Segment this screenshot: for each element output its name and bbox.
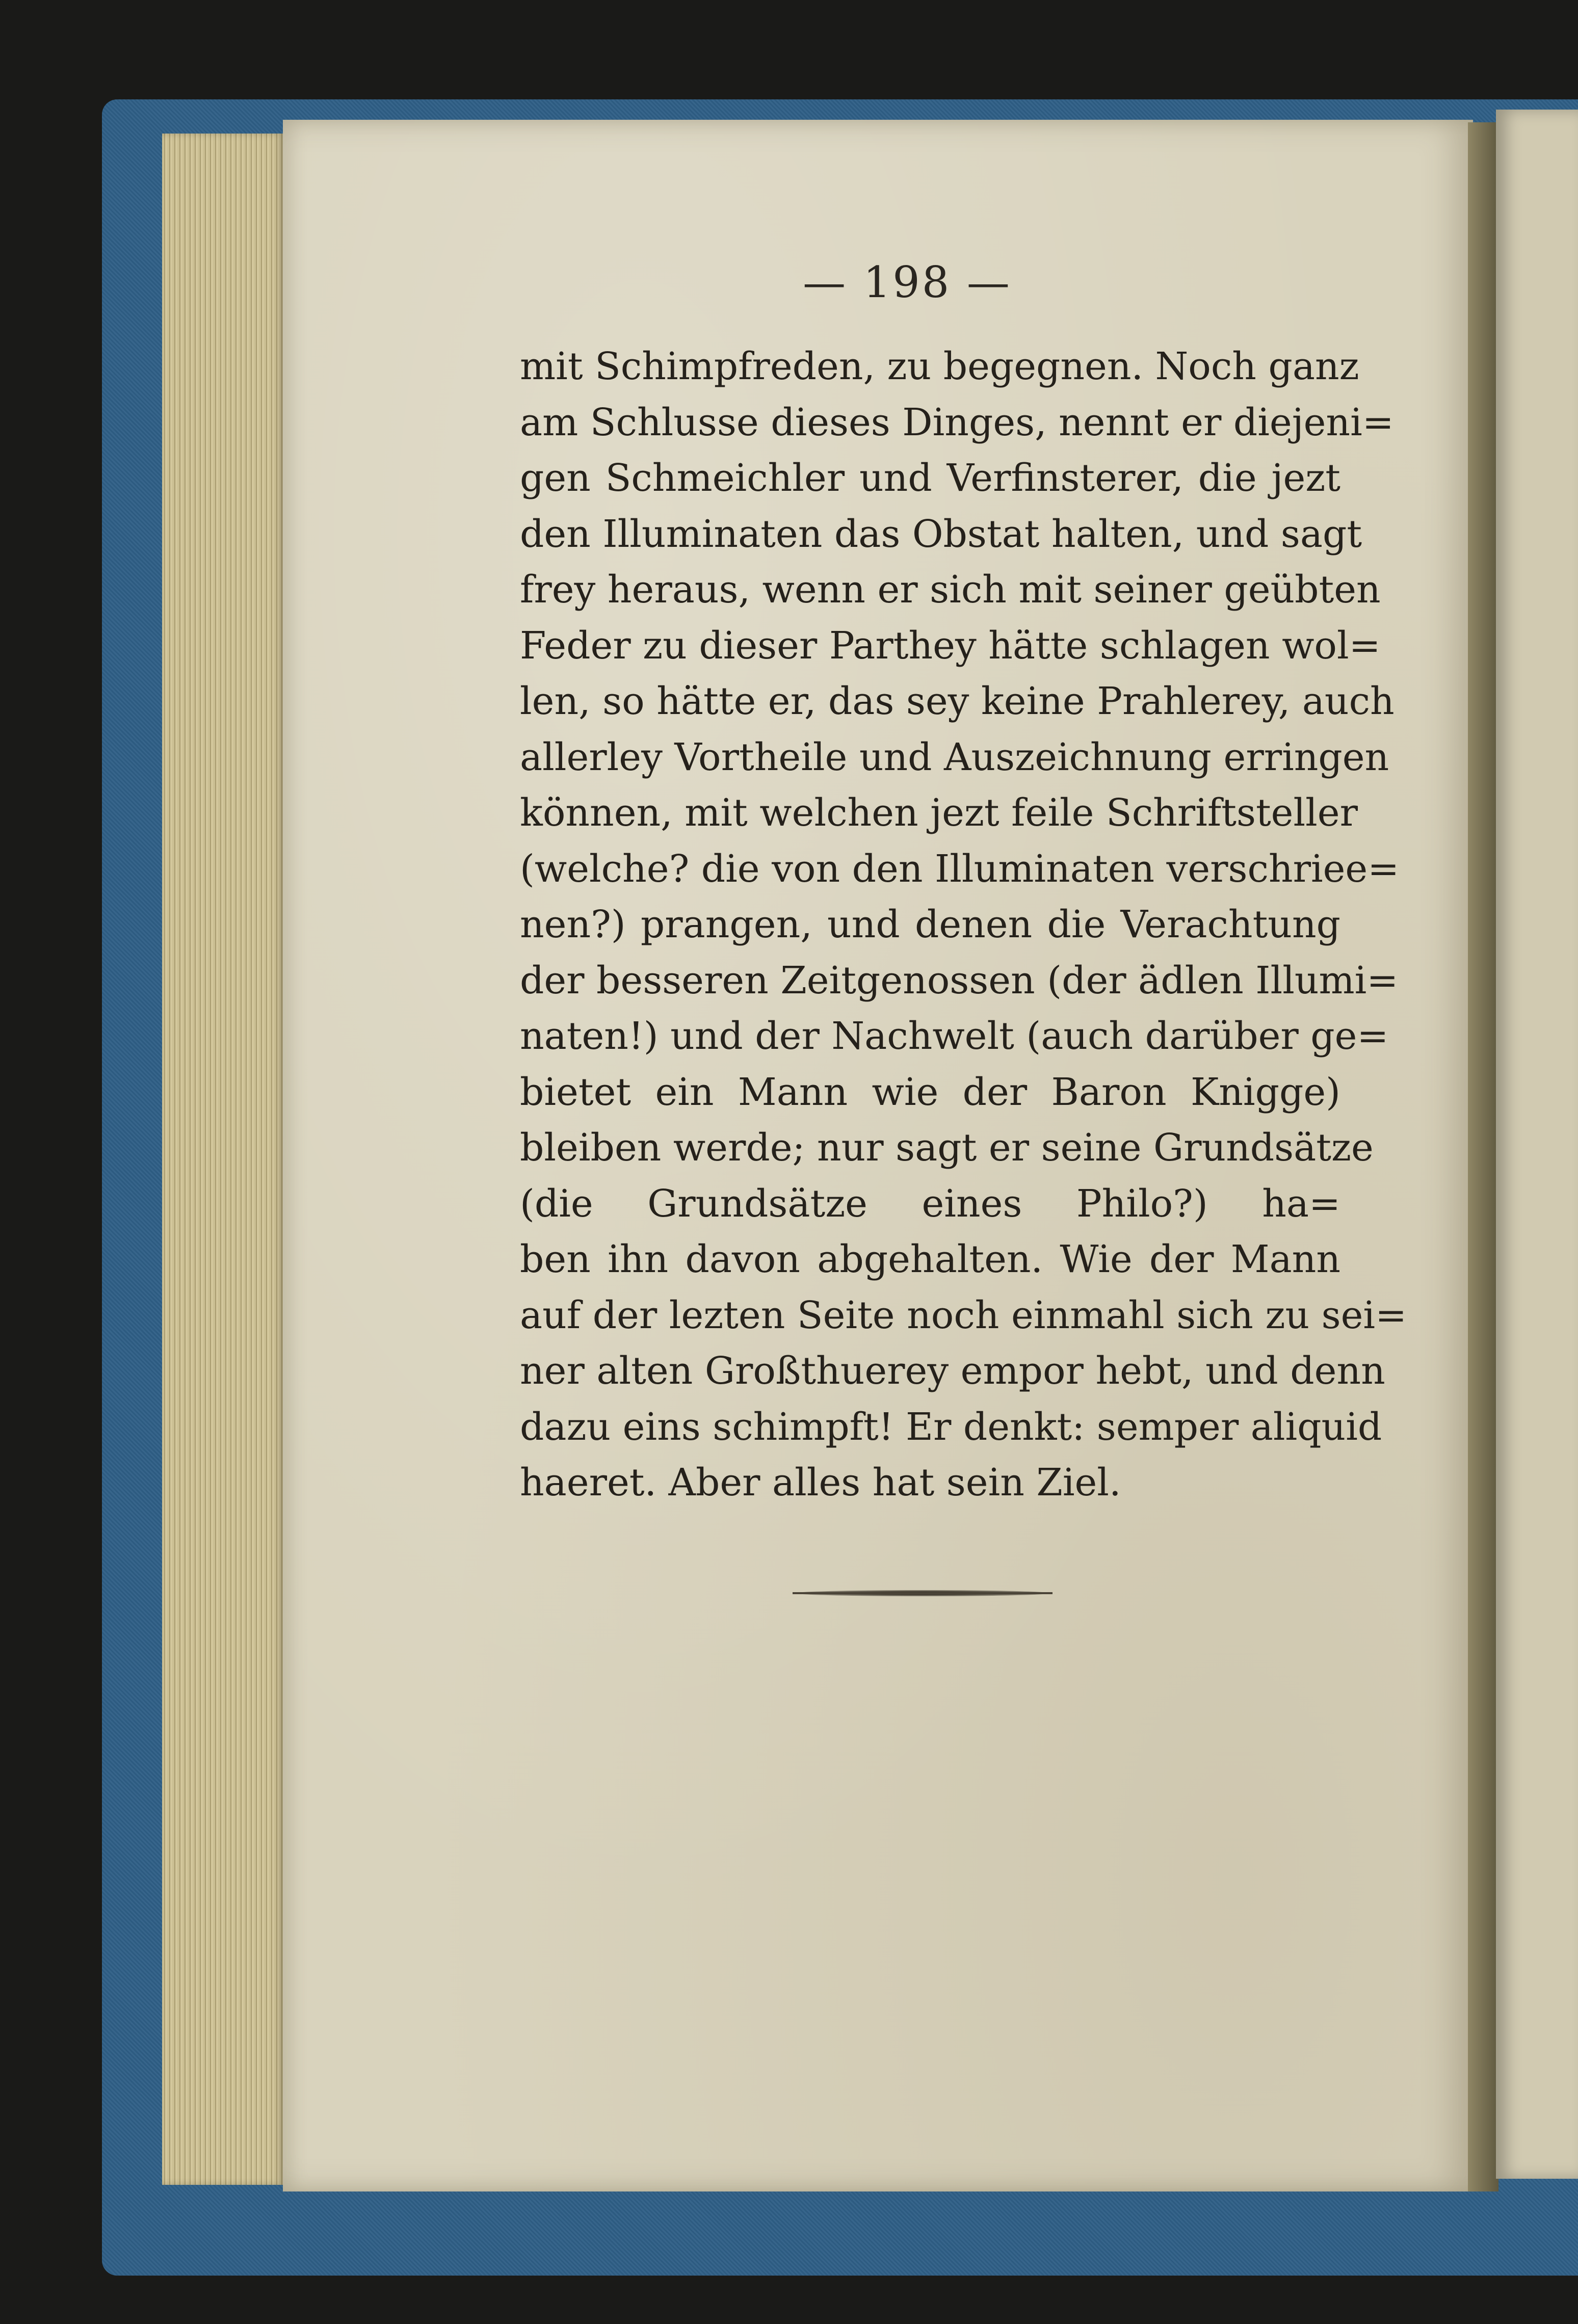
page-edges bbox=[162, 134, 284, 2185]
text-line: nen?) prangen, und denen die Verachtung bbox=[520, 903, 1340, 946]
text-line: ner alten Großthuerey empor hebt, und denn bbox=[520, 1349, 1385, 1393]
text-line: ben ihn davon abgehalten. Wie der Mann bbox=[520, 1237, 1340, 1281]
text-line: mit Schimpfreden, zu begegnen. Noch ganz bbox=[520, 345, 1359, 388]
text-line: len, so hätte er, das sey keine Prahlerey, auch bbox=[520, 679, 1395, 723]
body-text bbox=[520, 339, 1407, 1511]
book-gutter bbox=[1468, 122, 1498, 2191]
text-line: können, mit welchen jezt feile Schriftsteller bbox=[520, 791, 1358, 835]
text-line: bleiben werde; nur sagt er seine Grundsätze bbox=[520, 1126, 1374, 1170]
ornamental-rule-line bbox=[793, 1592, 1053, 1594]
text-line: naten!) und der Nachwelt (auch darüber ge= bbox=[520, 1014, 1389, 1058]
text-line: auf der lezten Seite noch einmahl sich zu sei= bbox=[520, 1293, 1407, 1337]
page-number: — 198 — bbox=[803, 257, 1012, 307]
text-line: haeret. Aber alles hat sein Ziel. bbox=[520, 1461, 1121, 1504]
facing-page-edge bbox=[1496, 110, 1578, 2179]
text-line: dazu eins schimpft! Er denkt: semper aliquid bbox=[520, 1405, 1382, 1449]
text-line: (welche? die von den Illuminaten verschriee= bbox=[520, 847, 1400, 891]
text-line: frey heraus, wenn er sich mit seiner geübten bbox=[520, 568, 1381, 612]
text-line: am Schlusse dieses Dinges, nennt er diejeni= bbox=[520, 400, 1394, 444]
text-line: gen Schmeichler und Verfinsterer, die jezt bbox=[520, 456, 1340, 500]
text-line: bietet ein Mann wie der Baron Knigge) bbox=[520, 1070, 1340, 1114]
text-line: (die Grundsätze eines Philo?) ha= bbox=[520, 1181, 1340, 1226]
text-line: der besseren Zeitgenossen (der ädlen Illumi= bbox=[520, 958, 1399, 1002]
text-line: den Illuminaten das Obstat halten, und sagt bbox=[520, 512, 1362, 556]
text-line: Feder zu dieser Parthey hätte schlagen wol= bbox=[520, 623, 1381, 668]
text-line: allerley Vortheile und Auszeichnung erringen bbox=[520, 735, 1389, 779]
